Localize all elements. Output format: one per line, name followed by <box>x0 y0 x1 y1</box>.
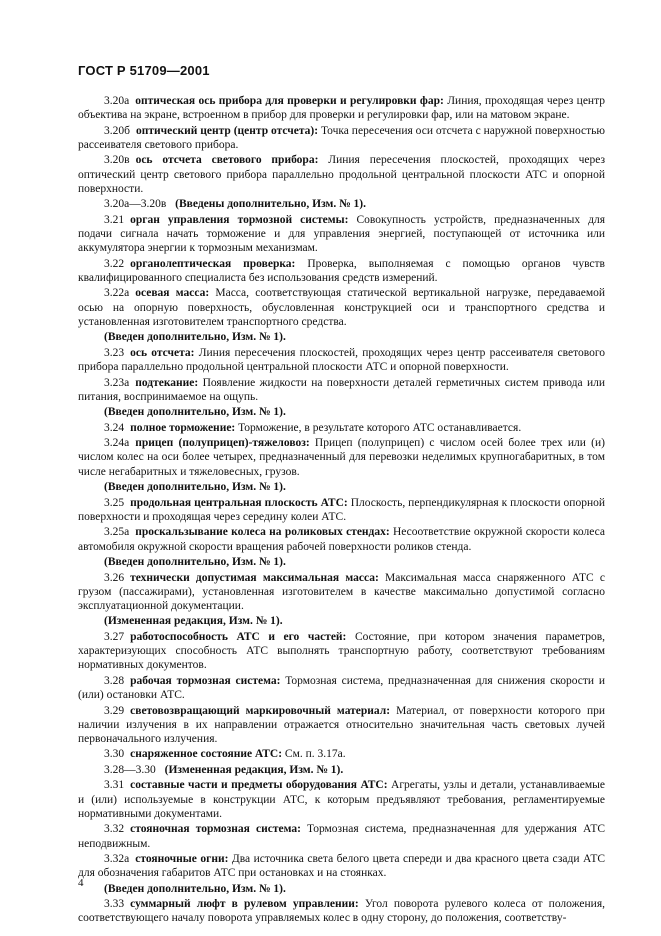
paragraph <box>78 153 605 196</box>
paragraph-number: 3.20б <box>104 124 130 137</box>
definition: Состояние, при котором значения параметров, характеризующих способность АТС выполнять транспортную работу, соответствуют требованиям нормативных документов. <box>78 630 606 672</box>
amendment-note: (Измененная редакция, Изм. № 1). <box>164 763 344 776</box>
term: подтекание: <box>135 376 199 389</box>
paragraph-number: 3.20в <box>104 154 130 167</box>
paragraph <box>78 405 605 419</box>
term: световозвращающий маркировочный материал: <box>130 704 391 717</box>
paragraph-number: 3.30 <box>104 748 125 761</box>
amendment-note: (Введен дополнительно, Изм. № 1). <box>104 882 286 895</box>
definition: Материал, от поверхности которого при наличии излучения в их направлении отражается относительно значительная часть световых лучей первоначального излучения. <box>78 704 606 745</box>
definition: Несоответствие окружной скорости колеса автомобиля окружной скорости вращения рабочей поверхности роликов стенда. <box>78 526 605 553</box>
amendment-note: (Введены дополнительно, Изм. № 1). <box>175 198 367 211</box>
paragraph <box>78 480 605 494</box>
term: работоспособность АТС и его частей: <box>130 630 347 643</box>
paragraph <box>78 852 605 880</box>
definition: Торможение, в результате которого АТС останавливается. <box>238 421 522 434</box>
paragraph-number: 3.21 <box>104 213 125 226</box>
page-number: 4 <box>78 877 84 889</box>
paragraph <box>78 436 605 479</box>
term: рабочая тормозная система: <box>130 674 281 687</box>
amendment-note: (Введен дополнительно, Изм. № 1). <box>104 481 286 494</box>
term: ось отсчета: <box>130 346 195 359</box>
paragraph <box>78 286 605 329</box>
paragraph-number: 3.26 <box>104 571 125 584</box>
definition: Тормозная система, предназначенная для удержания АТС неподвижным. <box>78 823 606 850</box>
amendment-note: (Введен дополнительно, Изм. № 1). <box>104 331 286 344</box>
paragraph-number: 3.32а <box>104 853 130 866</box>
paragraph <box>78 421 605 435</box>
amendment-note: (Измененная редакция, Изм. № 1). <box>104 615 283 628</box>
definition: Агрегаты, узлы и детали, устанавливаемые и (или) используемые в конструкции АТС, к которым предъявляют требования, регламентируемые нормативными документами. <box>78 779 606 820</box>
paragraph <box>78 376 605 404</box>
term: прицеп (полуприцеп)-тяжеловоз: <box>135 437 310 450</box>
paragraph-number: 3.28 <box>104 674 125 687</box>
paragraph-number: 3.27 <box>104 630 125 643</box>
paragraph-number: 3.24а <box>104 437 130 450</box>
term: стояночная тормозная система: <box>130 823 301 836</box>
definition: Плоскость, перпендикулярная к плоскости опорной поверхности и проходящая через середину колеи АТС. <box>78 496 605 523</box>
term: стояночные огни: <box>135 853 229 866</box>
paragraph-number: 3.23 <box>104 346 125 359</box>
term: ось отсчета светового прибора: <box>135 154 319 167</box>
paragraph <box>78 257 605 285</box>
paragraph <box>78 571 605 614</box>
term: оптический центр (центр отсчета): <box>135 124 319 137</box>
definition: Линия, проходящая через центр объектива на экране, встроенном в прибор для проверки и регулировки фар, или на матовом экране. <box>78 95 605 122</box>
term: суммарный люфт в рулевом управлении: <box>130 898 359 911</box>
paragraph-number: 3.22 <box>104 257 125 270</box>
paragraph <box>78 213 605 256</box>
document-header: ГОСТ Р 51709—2001 <box>78 63 210 78</box>
definition: Масса, соответствующая статической вертикальной нагрузке, передаваемой осью на опорную поверхность, обусловленная конструкцией оси и транспортного средства и установленная изготовителем транспортного средства. <box>78 287 606 328</box>
document-body <box>78 94 605 927</box>
definition: Совокупность устройств, предназначенных для подачи сигнала начать торможение и для управления энергией, поступающей от источника или аккумулятора энергии к тормозным механизмам. <box>78 213 606 255</box>
paragraph-number: 3.23а <box>104 376 130 389</box>
paragraph <box>78 124 605 152</box>
paragraph-number: 3.25 <box>104 496 125 509</box>
definition: Угол поворота рулевого колеса от положения, соответствующего началу поворота управляемых колес в одну сторону, до положения, соответству- <box>78 898 605 925</box>
term: составные части и предметы оборудования АТС: <box>130 779 388 792</box>
definition: Появление жидкости на поверхности деталей герметичных систем привода или питания, воспринимаемое на ощупь. <box>78 376 606 403</box>
amendment-note: (Введен дополнительно, Изм. № 1). <box>104 556 286 569</box>
definition: Проверка, выполняемая с помощью органов чувств квалифицированного специалиста без использования средств измерений. <box>78 257 605 284</box>
definition: Линия пересечения плоскостей, проходящих через оптический центр светового прибора параллельно продольной центральной плоскости АТС и опорной поверхности. <box>78 154 606 195</box>
paragraph <box>78 197 605 211</box>
term: органолептическая проверка: <box>130 257 296 270</box>
paragraph <box>78 763 605 777</box>
paragraph <box>78 330 605 344</box>
paragraph-number: 3.29 <box>104 704 125 717</box>
paragraph-number: 3.20а <box>104 95 130 107</box>
paragraph <box>78 747 605 761</box>
term: снаряженное состояние АТС: <box>130 748 283 761</box>
amendment-note: (Введен дополнительно, Изм. № 1). <box>104 406 286 419</box>
paragraph-number: 3.20а—3.20в <box>104 198 167 211</box>
term: оптическая ось прибора для проверки и регулировки фар: <box>135 95 444 107</box>
paragraph <box>78 614 605 628</box>
paragraph <box>78 630 605 673</box>
paragraph <box>78 94 605 122</box>
paragraph-number: 3.28—3.30 <box>104 763 156 776</box>
paragraph-number: 3.24 <box>104 421 125 434</box>
paragraph-number: 3.22а <box>104 287 130 300</box>
term: продольная центральная плоскость АТС: <box>130 496 348 509</box>
term: полное торможение: <box>130 421 236 434</box>
paragraph <box>78 822 605 850</box>
definition: См. п. 3.17а. <box>284 748 346 761</box>
definition: Тормозная система, предназначенная для снижения скорости и (или) остановки АТС. <box>78 674 605 702</box>
paragraph <box>78 496 605 524</box>
paragraph-number: 3.25а <box>104 526 130 539</box>
paragraph <box>78 704 605 747</box>
definition: Два источника света белого цвета спереди и два красного цвета сзади АТС для обозначения габаритов АТС при остановках и на стоянках. <box>78 853 606 880</box>
paragraph <box>78 882 605 896</box>
definition: Прицеп (полуприцеп) с числом осей более трех или (и) числом колес на оси более четырех, предназначенный для перевозки неделимых крупногабаритных, в том числе негабаритных и тяжеловесных, грузов. <box>78 437 606 478</box>
paragraph <box>78 778 605 821</box>
definition: Точка пересечения оси отсчета с наружной поверхностью рассеивателя светового прибора. <box>78 124 606 151</box>
paragraph <box>78 897 605 925</box>
paragraph-number: 3.32 <box>104 823 125 836</box>
paragraph <box>78 674 605 702</box>
term: проскальзывание колеса на роликовых стендах: <box>135 526 390 539</box>
paragraph-number: 3.33 <box>104 898 125 911</box>
term: осевая масса: <box>135 287 210 300</box>
term: технически допустимая максимальная масса: <box>130 571 379 584</box>
paragraph <box>78 555 605 569</box>
definition: Линия пересечения плоскостей, проходящих через центр рассеивателя светового прибора параллельно продольной центральной плоскости АТС и опорной поверхности. <box>78 346 605 374</box>
paragraph <box>78 525 605 553</box>
paragraph-number: 3.31 <box>104 779 125 792</box>
definition: Максимальная масса снаряженного АТС с грузом (пассажирами), установленная изготовителем в качестве максимально допустимой согласно эксплуатационной документации. <box>78 571 605 612</box>
term: орган управления тормозной системы: <box>130 213 349 226</box>
paragraph <box>78 346 605 374</box>
